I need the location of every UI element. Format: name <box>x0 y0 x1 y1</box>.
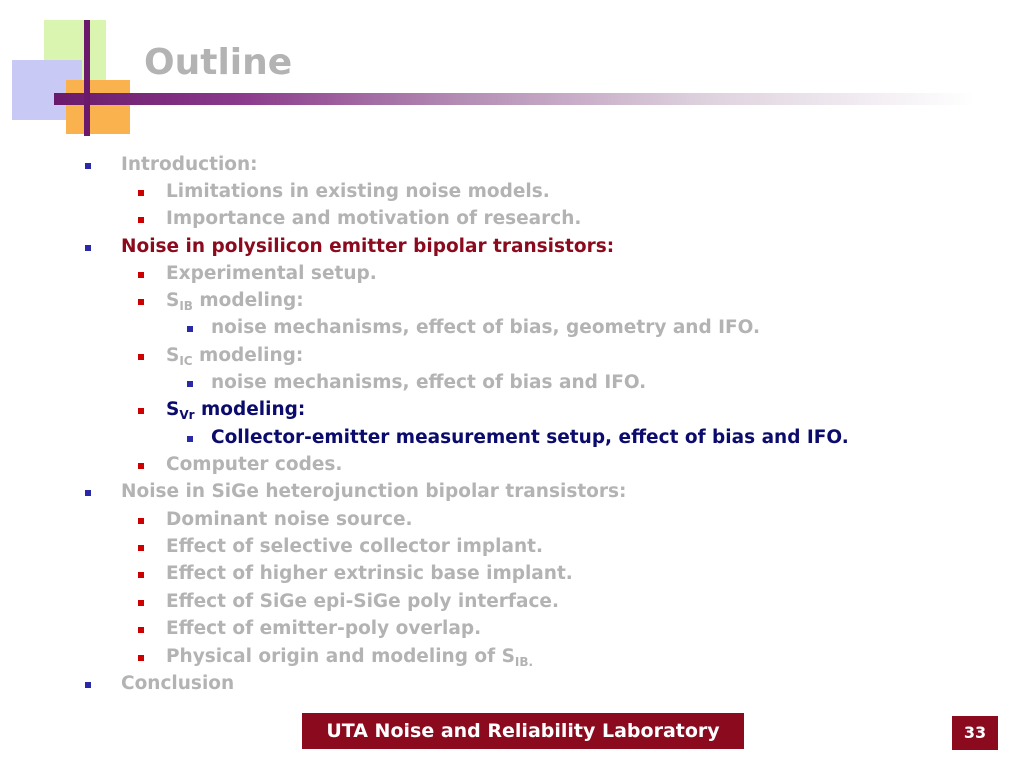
bullet-square-icon <box>138 354 144 360</box>
subscript: IB. <box>514 655 534 669</box>
decor-orange-block <box>66 80 130 134</box>
item-text: Noise in polysilicon emitter bipolar transistors: <box>121 236 615 257</box>
bullet-square-icon <box>138 545 144 551</box>
item-text: Noise in SiGe heterojunction bipolar transistors: <box>121 481 627 502</box>
item-text: Physical origin and modeling of S <box>166 646 515 667</box>
outline-subitem-dominant-noise <box>166 506 413 533</box>
outline-subitem-importance <box>166 205 581 232</box>
page-number: 33 <box>952 716 998 750</box>
bullet-square-icon <box>85 490 91 496</box>
outline-item-sige <box>121 478 626 505</box>
bullet-square-icon <box>138 299 144 305</box>
bullet-square-icon <box>187 436 193 442</box>
outline-item-polysilicon <box>121 233 614 260</box>
bullet-square-icon <box>85 682 91 688</box>
item-text: Effect of selective collector implant. <box>166 536 543 557</box>
symbol-s: S <box>166 290 180 311</box>
symbol-s: S <box>166 399 180 420</box>
item-text: noise mechanisms, effect of bias, geometry and IFO. <box>211 317 761 338</box>
title-underline-bar <box>54 93 974 105</box>
outline-subitem-collector-implant <box>166 533 543 560</box>
bullet-square-icon <box>138 217 144 223</box>
outline-subitem-experimental-setup <box>166 260 377 287</box>
item-text: Collector-emitter measurement setup, effect of bias and IFO. <box>211 427 849 448</box>
outline-subitem-physical-origin <box>166 643 533 670</box>
outline-subitem-computer-codes <box>166 451 342 478</box>
bullet-square-icon <box>138 572 144 578</box>
item-text: Effect of higher extrinsic base implant. <box>166 563 573 584</box>
outline-item-conclusion <box>121 670 234 697</box>
bullet-square-icon <box>138 518 144 524</box>
outline-item-introduction <box>121 151 258 178</box>
item-text: Experimental setup. <box>166 263 377 284</box>
item-text: Effect of SiGe epi-SiGe poly interface. <box>166 591 559 612</box>
subscript: Vr <box>179 408 195 422</box>
decor-vertical-line <box>84 20 90 136</box>
bullet-square-icon <box>138 408 144 414</box>
item-text: modeling: <box>192 345 304 366</box>
bullet-square-icon <box>138 463 144 469</box>
outline-subitem-sib-modeling <box>166 287 304 314</box>
item-text: Conclusion <box>121 673 235 694</box>
slide-title: Outline <box>144 42 293 83</box>
footer-lab-name: UTA Noise and Reliability Laboratory <box>302 713 744 749</box>
item-text: noise mechanisms, effect of bias and IFO. <box>211 372 647 393</box>
outline-subitem-sige-interface <box>166 588 559 615</box>
bullet-square-icon <box>187 326 193 332</box>
item-text: modeling: <box>194 399 306 420</box>
outline-detail-sib <box>211 314 760 341</box>
item-text: Introduction: <box>121 154 258 175</box>
bullet-square-icon <box>138 272 144 278</box>
bullet-square-icon <box>138 627 144 633</box>
item-text: Effect of emitter-poly overlap. <box>166 618 482 639</box>
subscript: IB <box>179 299 193 313</box>
bullet-square-icon <box>138 600 144 606</box>
outline-subitem-svr-modeling <box>166 396 305 423</box>
item-text: Importance and motivation of research. <box>166 208 582 229</box>
item-text: Computer codes. <box>166 454 343 475</box>
outline-detail-svr <box>211 424 849 451</box>
item-text: Limitations in existing noise models. <box>166 181 550 202</box>
bullet-square-icon <box>187 381 193 387</box>
item-text: modeling: <box>192 290 304 311</box>
bullet-square-icon <box>138 655 144 661</box>
item-text: Dominant noise source. <box>166 509 413 530</box>
symbol-s: S <box>166 345 180 366</box>
bullet-square-icon <box>138 190 144 196</box>
outline-subitem-limitations <box>166 178 550 205</box>
bullet-square-icon <box>85 163 91 169</box>
outline-detail-sic <box>211 369 646 396</box>
outline-subitem-sic-modeling <box>166 342 303 369</box>
outline-subitem-emitter-poly-overlap <box>166 615 481 642</box>
subscript: IC <box>179 354 193 368</box>
bullet-square-icon <box>85 245 91 251</box>
outline-subitem-base-implant <box>166 560 573 587</box>
